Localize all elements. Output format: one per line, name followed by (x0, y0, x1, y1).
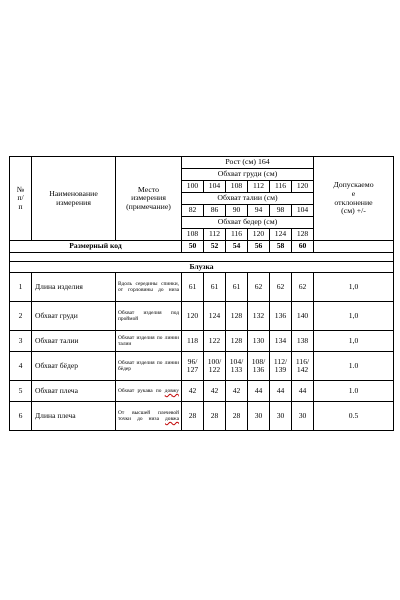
header-bust-label: Обхват груди (см) (182, 169, 314, 181)
row-value: 128 (226, 331, 248, 352)
row-index: 5 (10, 381, 32, 402)
size-code: 50 (182, 241, 204, 253)
table-row (10, 302, 394, 331)
header-height: Рост (см) 164 (182, 157, 314, 169)
row-value: 44 (292, 381, 314, 402)
size-code-blank (314, 241, 394, 253)
hip-value: 116 (226, 229, 248, 241)
row-value: 140 (292, 302, 314, 331)
size-code: 56 (248, 241, 270, 253)
table-row (10, 352, 394, 381)
row-note: Обхват изделия под проймой (116, 302, 182, 331)
row-value: 28 (182, 402, 204, 431)
size-code: 58 (270, 241, 292, 253)
row-tolerance: 1,0 (314, 302, 394, 331)
row-tolerance: 1,0 (314, 273, 394, 302)
row-name: Обхват груди (32, 302, 116, 331)
row-index: 4 (10, 352, 32, 381)
waist-value: 104 (292, 205, 314, 217)
row-note: Обхват изделия по линии талии (116, 331, 182, 352)
waist-value: 86 (204, 205, 226, 217)
row-value: 42 (182, 381, 204, 402)
size-code: 52 (204, 241, 226, 253)
header-tolerance: Допускаемо е отклонение (см) +/- (314, 157, 394, 241)
row-value: 42 (226, 381, 248, 402)
row-value: 28 (204, 402, 226, 431)
row-value: 130 (248, 331, 270, 352)
row-tolerance: 1.0 (314, 381, 394, 402)
row-tolerance: 1,0 (314, 331, 394, 352)
bust-value: 120 (292, 181, 314, 193)
row-name: Длина изделия (32, 273, 116, 302)
row-note-text: Обхват рукава по (118, 387, 165, 394)
section-title: Блузка (10, 262, 394, 273)
row-value: 30 (270, 402, 292, 431)
row-tolerance: 0.5 (314, 402, 394, 431)
bust-value: 100 (182, 181, 204, 193)
row-value: 122 (204, 331, 226, 352)
row-value: 62 (248, 273, 270, 302)
size-code-label: Размерный код (10, 241, 182, 253)
row-index: 3 (10, 331, 32, 352)
row-value: 112/ 139 (270, 352, 292, 381)
row-note-text: От высшей плечевой точки до низа (118, 409, 179, 422)
row-name: Длина плеча (32, 402, 116, 431)
bust-value: 112 (248, 181, 270, 193)
row-value: 138 (292, 331, 314, 352)
row-note: Обхват изделия по линии бёдер (116, 352, 182, 381)
table-row (10, 273, 394, 302)
table-row (10, 331, 394, 352)
row-name: Обхват плеча (32, 381, 116, 402)
size-chart-table (9, 156, 394, 431)
waist-value: 90 (226, 205, 248, 217)
row-value: 104/ 133 (226, 352, 248, 381)
row-value: 28 (226, 402, 248, 431)
row-value: 120 (182, 302, 204, 331)
row-value: 128 (226, 302, 248, 331)
row-note-underlined: довжу (164, 387, 179, 394)
row-value: 44 (248, 381, 270, 402)
bust-value: 108 (226, 181, 248, 193)
row-name: Обхват талии (32, 331, 116, 352)
table-row (10, 381, 394, 402)
header-waist-label: Обхват талии (см) (182, 193, 314, 205)
hip-value: 112 (204, 229, 226, 241)
row-value: 108/ 136 (248, 352, 270, 381)
row-note (116, 402, 182, 431)
row-value: 124 (204, 302, 226, 331)
hip-value: 128 (292, 229, 314, 241)
header-hip-label: Обхват бедер (см) (182, 217, 314, 229)
spacer-row (10, 253, 394, 262)
row-value: 62 (270, 273, 292, 302)
hip-value: 120 (248, 229, 270, 241)
table-row (10, 402, 394, 431)
header-index: № п/ п (10, 157, 32, 241)
row-tolerance: 1.0 (314, 352, 394, 381)
waist-value: 82 (182, 205, 204, 217)
row-index: 6 (10, 402, 32, 431)
row-note-underlined: довжа (165, 416, 179, 422)
row-value: 30 (292, 402, 314, 431)
header-name: Наименование измерения (32, 157, 116, 241)
row-note (116, 381, 182, 402)
row-value: 42 (204, 381, 226, 402)
row-name: Обхват бёдер (32, 352, 116, 381)
hip-value: 124 (270, 229, 292, 241)
size-code: 60 (292, 241, 314, 253)
header-place: Место измерения (примечание) (116, 157, 182, 241)
hip-value: 108 (182, 229, 204, 241)
row-value: 132 (248, 302, 270, 331)
row-note: Вдоль середины спинки, от горловины до низа (116, 273, 182, 302)
row-value: 61 (226, 273, 248, 302)
row-value: 118 (182, 331, 204, 352)
bust-value: 116 (270, 181, 292, 193)
row-value: 134 (270, 331, 292, 352)
waist-value: 98 (270, 205, 292, 217)
size-code: 54 (226, 241, 248, 253)
row-value: 100/ 122 (204, 352, 226, 381)
waist-value: 94 (248, 205, 270, 217)
row-value: 96/ 127 (182, 352, 204, 381)
bust-value: 104 (204, 181, 226, 193)
row-value: 61 (182, 273, 204, 302)
row-value: 116/ 142 (292, 352, 314, 381)
row-value: 44 (270, 381, 292, 402)
row-value: 30 (248, 402, 270, 431)
row-value: 62 (292, 273, 314, 302)
row-index: 2 (10, 302, 32, 331)
row-value: 61 (204, 273, 226, 302)
row-value: 136 (270, 302, 292, 331)
row-index: 1 (10, 273, 32, 302)
